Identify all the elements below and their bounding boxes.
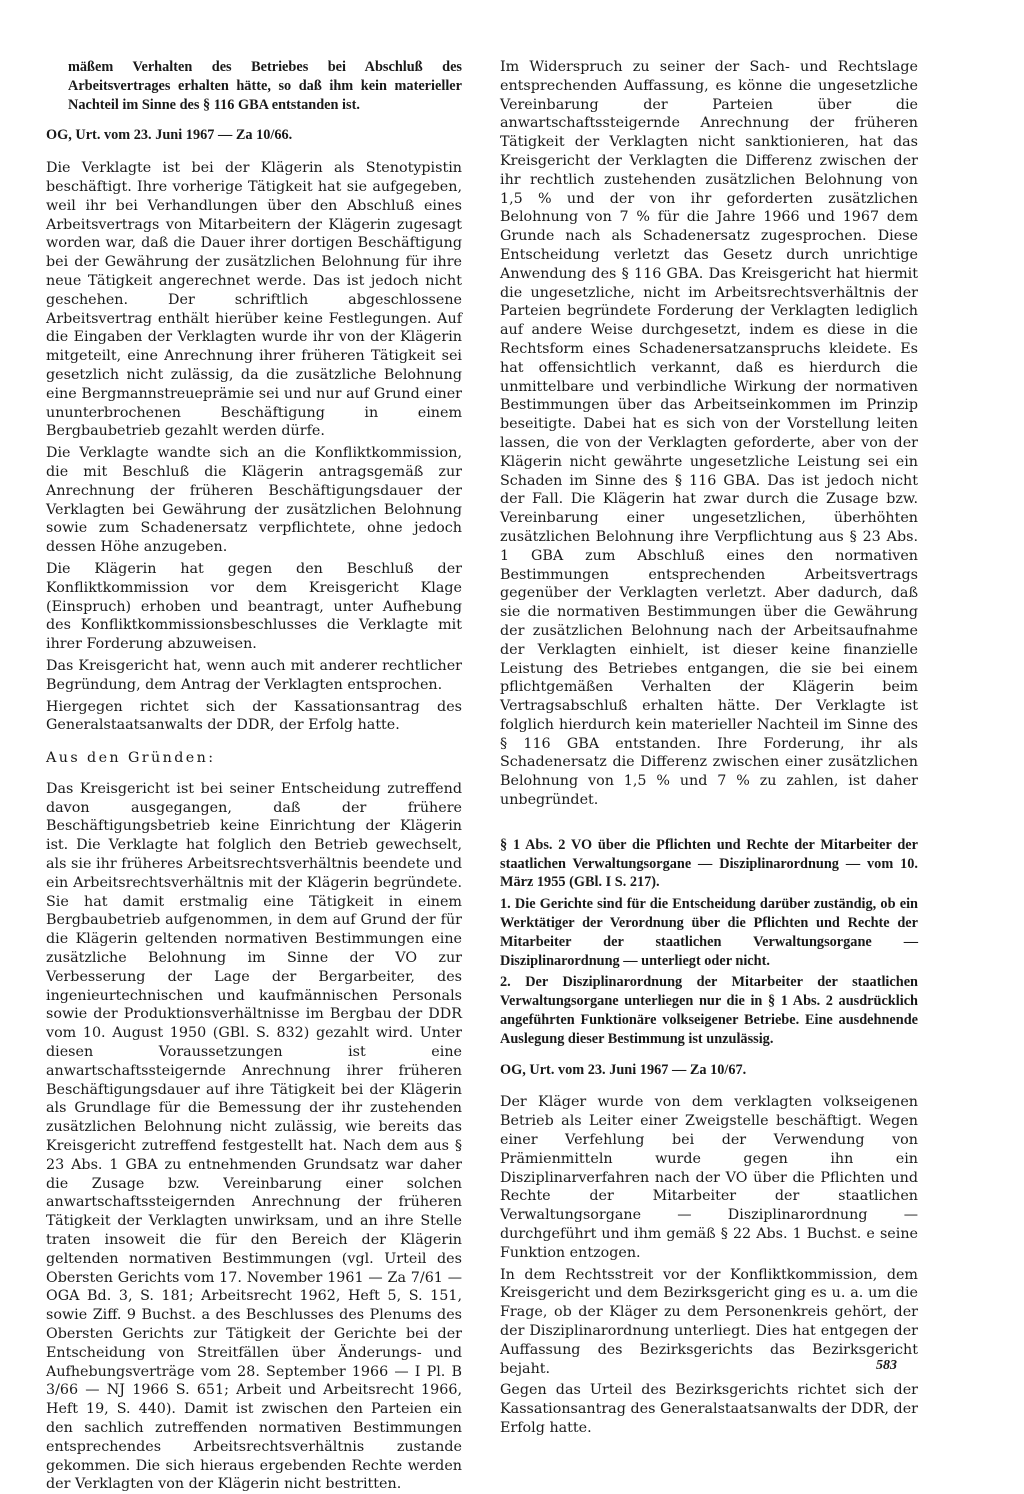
headnote-1: 1. Die Gerichte sind für die Entscheidung darüber zuständig, ob ein Werktätiger der Verordnung über die Pflichten und Rechte der Mitarbeiter der staatlichen Verwaltungsorgane — Disziplinarordnung — unterliegt oder nicht. <box>500 896 918 969</box>
page-number: 583 <box>876 1358 897 1373</box>
headnote-2: 2. Der Disziplinarordnung der Mitarbeiter der staatlichen Verwaltungsorgane unterliegen nur die in § 1 Abs. 2 ausdrücklich angeführten Funktionäre volkseigener Betriebe. Eine ausdehnende Auslegung dieser Bestimmung ist unzulässig. <box>500 974 918 1047</box>
court-reference-2: OG, Urt. vom 23. Juni 1967 — Za 10/67. <box>500 1061 747 1078</box>
reasons-heading: Aus den Gründen: <box>46 750 216 767</box>
statute-citation: § 1 Abs. 2 VO über die Pflichten und Rechte der Mitarbeiter der staatlichen Verwaltungsorgane — Disziplinarordnung — vom 10. März 1955 (GBl. I S. 217). <box>500 836 918 891</box>
facts-paragraph: Die Klägerin hat gegen den Beschluß der Konfliktkommission vor dem Kreisgericht Klage (Einspruch) erhoben und beantragt, unter Aufhebung des Konfliktkommissionsbeschlusses die Verklagte mit ihrer Forderung abzuweisen. <box>46 560 462 653</box>
case-paragraph: Der Kläger wurde von dem verklagten volkseigenen Betrieb als Leiter einer Zweigstelle beschäftigt. Wegen einer Verfehlung bei der Verwendung von Prämienmitteln wurde gegen ihn ein Disziplinarverfahren nach der VO über die Pflichten und Rechte der Mitarbeiter der staatlichen Verwaltungsorgane — Disziplinarordnung — durchgeführt und ihm gemäß § 22 Abs. 1 Buchst. e seine Funktion entzogen. <box>500 1094 918 1261</box>
case-paragraph: Gegen das Urteil des Bezirksgerichts richtet sich der Kassationsantrag des Generalstaatsanwalts der DDR, der Erfolg hatte. <box>500 1382 918 1436</box>
reasons-paragraph: Das Kreisgericht ist bei seiner Entscheidung zutreffend davon ausgegangen, daß der frühere Beschäftigungsbetrieb keine Einrichtung der Klägerin ist. Die Verklagte hat folglich den Betrieb gewechselt, als sie ihr früheres Arbeitsrechtsverhältnis beendete und ein Arbeitsrechtsverhältnis mit der Klägerin begründete. Sie hat damit erstmalig eine Tätigkeit in einem Bergbaubetrieb aufgenommen, in dem auf Grund der für die Klägerin geltenden normativen Bestimmungen eine zusätzliche Belohnung im Sinne der VO zur Verbesserung der Lage der Bergarbeiter, des ingenieurtechnischen und kaufmännischen Personals sowie der Produktionsverhältnisse im Bergbau der DDR vom 10. August 1950 (GBl. S. 832) gezahlt wird. Unter diesen Voraussetzungen ist eine anwartschaftssteigernde Anrechnung ihrer früheren Beschäftigungsdauer auf ihre Tätigkeit bei der Klägerin als Grundlage für die Bemessung der ihr zustehenden zusätzlichen Belohnung nicht zulässig, wie bereits das Kreisgericht zutreffend festgestellt hat. Nach dem aus § 23 Abs. 1 GBA zu entnehmenden Grundsatz war daher die Zusage bzw. Vereinbarung einer solchen anwartschaftssteigernden Anrechnung der früheren Tätigkeit der Verklagten unwirksam, und an ihre Stelle traten insoweit die für den Bereich der Klägerin geltenden normativen Bestimmungen (vgl. Urteil des Obersten Gerichts vom 17. November 1961 — Za 7/61 — OGA Bd. 3, S. 181; Arbeitsrecht 1962, Heft 5, S. 151, sowie Ziff. 9 Buchst. a des Beschlusses des Plenums des Obersten Gerichts zur Tätigkeit der Gerichte bei der Entscheidung von Streitfällen über Änderungs- und Aufhebungsverträge vom 28. September 1966 — I Pl. B 3/66 — NJ 1966 S. 651; Arbeit und Arbeitsrecht 1966, Heft 19, S. 440). Damit ist zwischen den Parteien ein den sachlich zutreffenden normativen Bestimmungen entsprechendes Arbeitsrechtsverhältnis zustande gekommen. Die sich hieraus ergebenden Rechte werden der Verklagten von der Klägerin nicht bestritten. <box>46 780 462 1493</box>
facts-paragraph: Die Verklagte ist bei der Klägerin als Stenotypistin beschäftigt. Ihre vorherige Tätigkeit hat sie aufgegeben, weil ihr bei Verhandlungen über den Abschluß eines Arbeitsvertrags von Mitarbeitern der Klägerin zugesagt worden war, daß die Dauer ihrer dortigen Beschäftigung bei der Gewährung der zusätzlichen Belohnung für ihre neue Tätigkeit angerechnet werde. Das ist jedoch nicht geschehen. Der schriftlich abgeschlossene Arbeitsvertrag enthält hierüber keine Festlegungen. Auf die Eingaben der Verklagten wurde ihr von der Klägerin mitgeteilt, eine Anrechnung ihrer früheren Tätigkeit sei gesetzlich nicht zulässig, da die zusätzliche Belohnung eine Bergmannstreueprämie sei und nur auf Grund einer ununterbrochenen Beschäftigung in einem Bergbaubetrieb gezahlt werden dürfe. <box>46 160 462 440</box>
case-paragraph: In dem Rechtsstreit vor der Konfliktkommission, dem Kreisgericht und dem Bezirksgericht ging es u. a. um die Frage, ob der Kläger zu dem Personenkreis gehört, der der Disziplinarordnung unterliegt. Dies hat entgegen der Auffassung des Bezirksgerichts das Bezirksgericht bejaht. <box>500 1266 918 1377</box>
facts-paragraph: Hiergegen richtet sich der Kassationsantrag des Generalstaatsanwalts der DDR, der Erfolg hatte. <box>46 698 462 734</box>
headnote-end: mäßem Verhalten des Betriebes bei Abschluß des Arbeitsvertrages erhalten hätte, so daß ihm kein materieller Nachteil im Sinne des § 116 GBA entstanden ist. <box>68 59 462 113</box>
continuation-paragraph: Im Widerspruch zu seiner der Sach- und Rechtslage entsprechenden Auffassung, es könne die ungesetzliche Vereinbarung der Parteien über die anwartschaftssteigernde Anrechnung der früheren Tätigkeit der Verklagten nicht sanktionieren, hat das Kreisgericht der Verklagten die Differenz zwischen der ihr rechtlich zustehenden zusätzlichen Belohnung von 1,5 % und der von ihr geforderten zusätzlichen Belohnung von 7 % für die Jahre 1966 und 1967 dem Grunde nach als Schadenersatz zugesprochen. Diese Entscheidung verletzt das Gesetz durch unrichtige Anwendung des § 116 GBA. Das Kreisgericht hat hiermit die ungesetzliche, nicht im Arbeitsrechtsverhältnis der Parteien begründete Forderung der Verklagten lediglich auf andere Weise durchgesetzt, indem es diese in die Rechtsform eines Schadenersatzanspruchs kleidete. Es hat offensichtlich verkannt, daß es hierdurch die unmittelbare und verbindliche Wirkung der normativen Bestimmungen über das Arbeitseinkommen im Prinzip beseitigte. Dabei hat es sich von der Vorstellung leiten lassen, die von der Verklagten geforderte, aber von der Klägerin nicht gewährte ungesetzliche Leistung sei ein Schaden im Sinne des § 116 GBA. Das ist jedoch nicht der Fall. Die Klägerin hat zwar durch die Zusage bzw. Vereinbarung einer ungesetzlichen, überhöhten zusätzlichen Belohnung ihre Verpflichtung aus § 23 Abs. 1 GBA zum Abschluß eines den normativen Bestimmungen entsprechenden Arbeitsvertrags gegenüber der Verklagten verletzt. Aber dadurch, daß sie die normativen Bestimmungen über die Gewährung der zusätzlichen Belohnung nach der Arbeitsaufnahme der Verklagten einhielt, ist dieser keine finanzielle Leistung des Betriebes entgangen, die sie bei einem pflichtgemäßen Verhalten der Klägerin beim Vertragsabschluß erhalten hätte. Der Verklagte ist folglich hierdurch kein materieller Nachteil im Sinne des § 116 GBA entstanden. Ihre Forderung, ihr als Schadenersatz die Differenz zwischen einer zusätzlichen Belohnung von 1,5 % und 7 % zu zahlen, ist daher unbegründet. <box>500 59 918 809</box>
right-column <box>500 58 918 1438</box>
facts-paragraph: Die Verklagte wandte sich an die Konfliktkommission, die mit Beschluß die Klägerin antragsgemäß zur Anrechnung der früheren Beschäftigungsdauer der Verklagten bei Gewährung der zusätzlichen Belohnung sowie zum Schadenersatz verpflichtete, ohne jedoch dessen Höhe anzugeben. <box>46 445 462 556</box>
court-reference: OG, Urt. vom 23. Juni 1967 — Za 10/66. <box>46 127 293 144</box>
facts-paragraph: Das Kreisgericht hat, wenn auch mit anderer rechtlicher Begründung, dem Antrag der Verklagten entsprochen. <box>46 657 462 693</box>
left-column <box>46 58 462 1494</box>
